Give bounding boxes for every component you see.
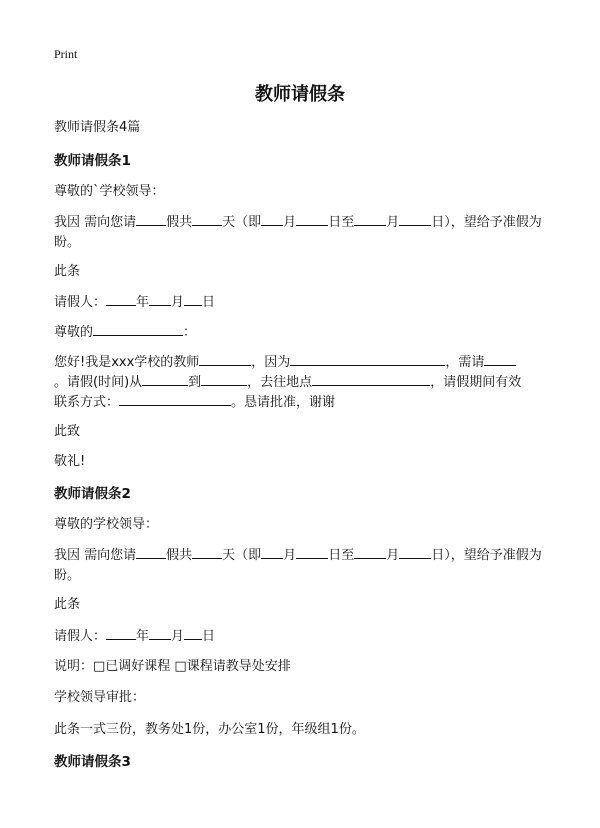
document-title: 教师请假条 xyxy=(255,84,345,105)
blank-end-month xyxy=(354,545,386,559)
blank-reason xyxy=(290,352,445,366)
section3-heading: 教师请假条3 xyxy=(54,754,131,770)
letter-line2: 。请假(时间)从 到 ，去往地点 ，请假期间有效 xyxy=(54,372,554,393)
blank-leave-type xyxy=(136,545,166,559)
section2-note: 说明：□已调好课程 □课程请教导处安排 xyxy=(54,659,291,674)
blank-destination xyxy=(312,372,430,386)
section1-body: 我因 需向您请 假共 天（即 月 日至 月 日），望给予准假为盼。 xyxy=(54,212,554,253)
section2-approval: 学校领导审批： xyxy=(54,690,146,705)
blank-start-day xyxy=(296,212,328,226)
blank-start-month-pre xyxy=(261,212,283,226)
blank-month xyxy=(149,292,171,306)
blank-recipient xyxy=(93,322,183,336)
section2-heading: 教师请假条2 xyxy=(54,486,131,502)
subtitle: 教师请假条4篇 xyxy=(54,120,141,135)
blank-contact xyxy=(119,392,231,406)
blank-leave-kind xyxy=(484,352,516,366)
blank-end-day xyxy=(399,212,431,226)
blank-start-day xyxy=(296,545,328,559)
section1-requester: 请假人： 年 月 日 xyxy=(54,292,554,313)
section2-cizhi: 此条 xyxy=(54,597,81,612)
section1-greeting: 尊敬的`学校领导： xyxy=(54,184,165,199)
letter-line3: 联系方式： 。恳请批准，谢谢 xyxy=(54,392,554,413)
blank-day xyxy=(184,626,202,640)
section2-requester: 请假人： 年 月 日 xyxy=(54,626,554,647)
blank-year xyxy=(106,292,136,306)
blank-leave-type xyxy=(136,212,166,226)
section2-body: 我因 需向您请 假共 天（即 月 日至 月 日），望给予准假为盼。 xyxy=(54,545,554,586)
blank-start-month-pre xyxy=(261,545,283,559)
blank-teacher-name xyxy=(199,352,251,366)
blank-days xyxy=(192,212,222,226)
blank-end-month xyxy=(354,212,386,226)
print-label[interactable]: Print xyxy=(54,47,78,61)
blank-end-day xyxy=(399,545,431,559)
blank-month xyxy=(149,626,171,640)
letter-greeting: 尊敬的 ： xyxy=(54,322,554,343)
letter-line1: 您好!我是xxx学校的教师 ，因为 ，需请 xyxy=(54,352,554,373)
blank-from-time xyxy=(142,372,188,386)
blank-to-time xyxy=(201,372,247,386)
blank-year xyxy=(106,626,136,640)
section1-cizhi: 此条 xyxy=(54,264,81,279)
letter-jingli: 敬礼! xyxy=(54,454,86,469)
section2-greeting: 尊敬的学校领导： xyxy=(54,517,159,532)
section2-copies: 此条一式三份，教务处1份，办公室1份，年级组1份。 xyxy=(54,722,365,737)
section1-heading: 教师请假条1 xyxy=(54,153,131,169)
blank-day xyxy=(184,292,202,306)
letter-cizhi: 此致 xyxy=(54,424,81,439)
blank-days xyxy=(192,545,222,559)
